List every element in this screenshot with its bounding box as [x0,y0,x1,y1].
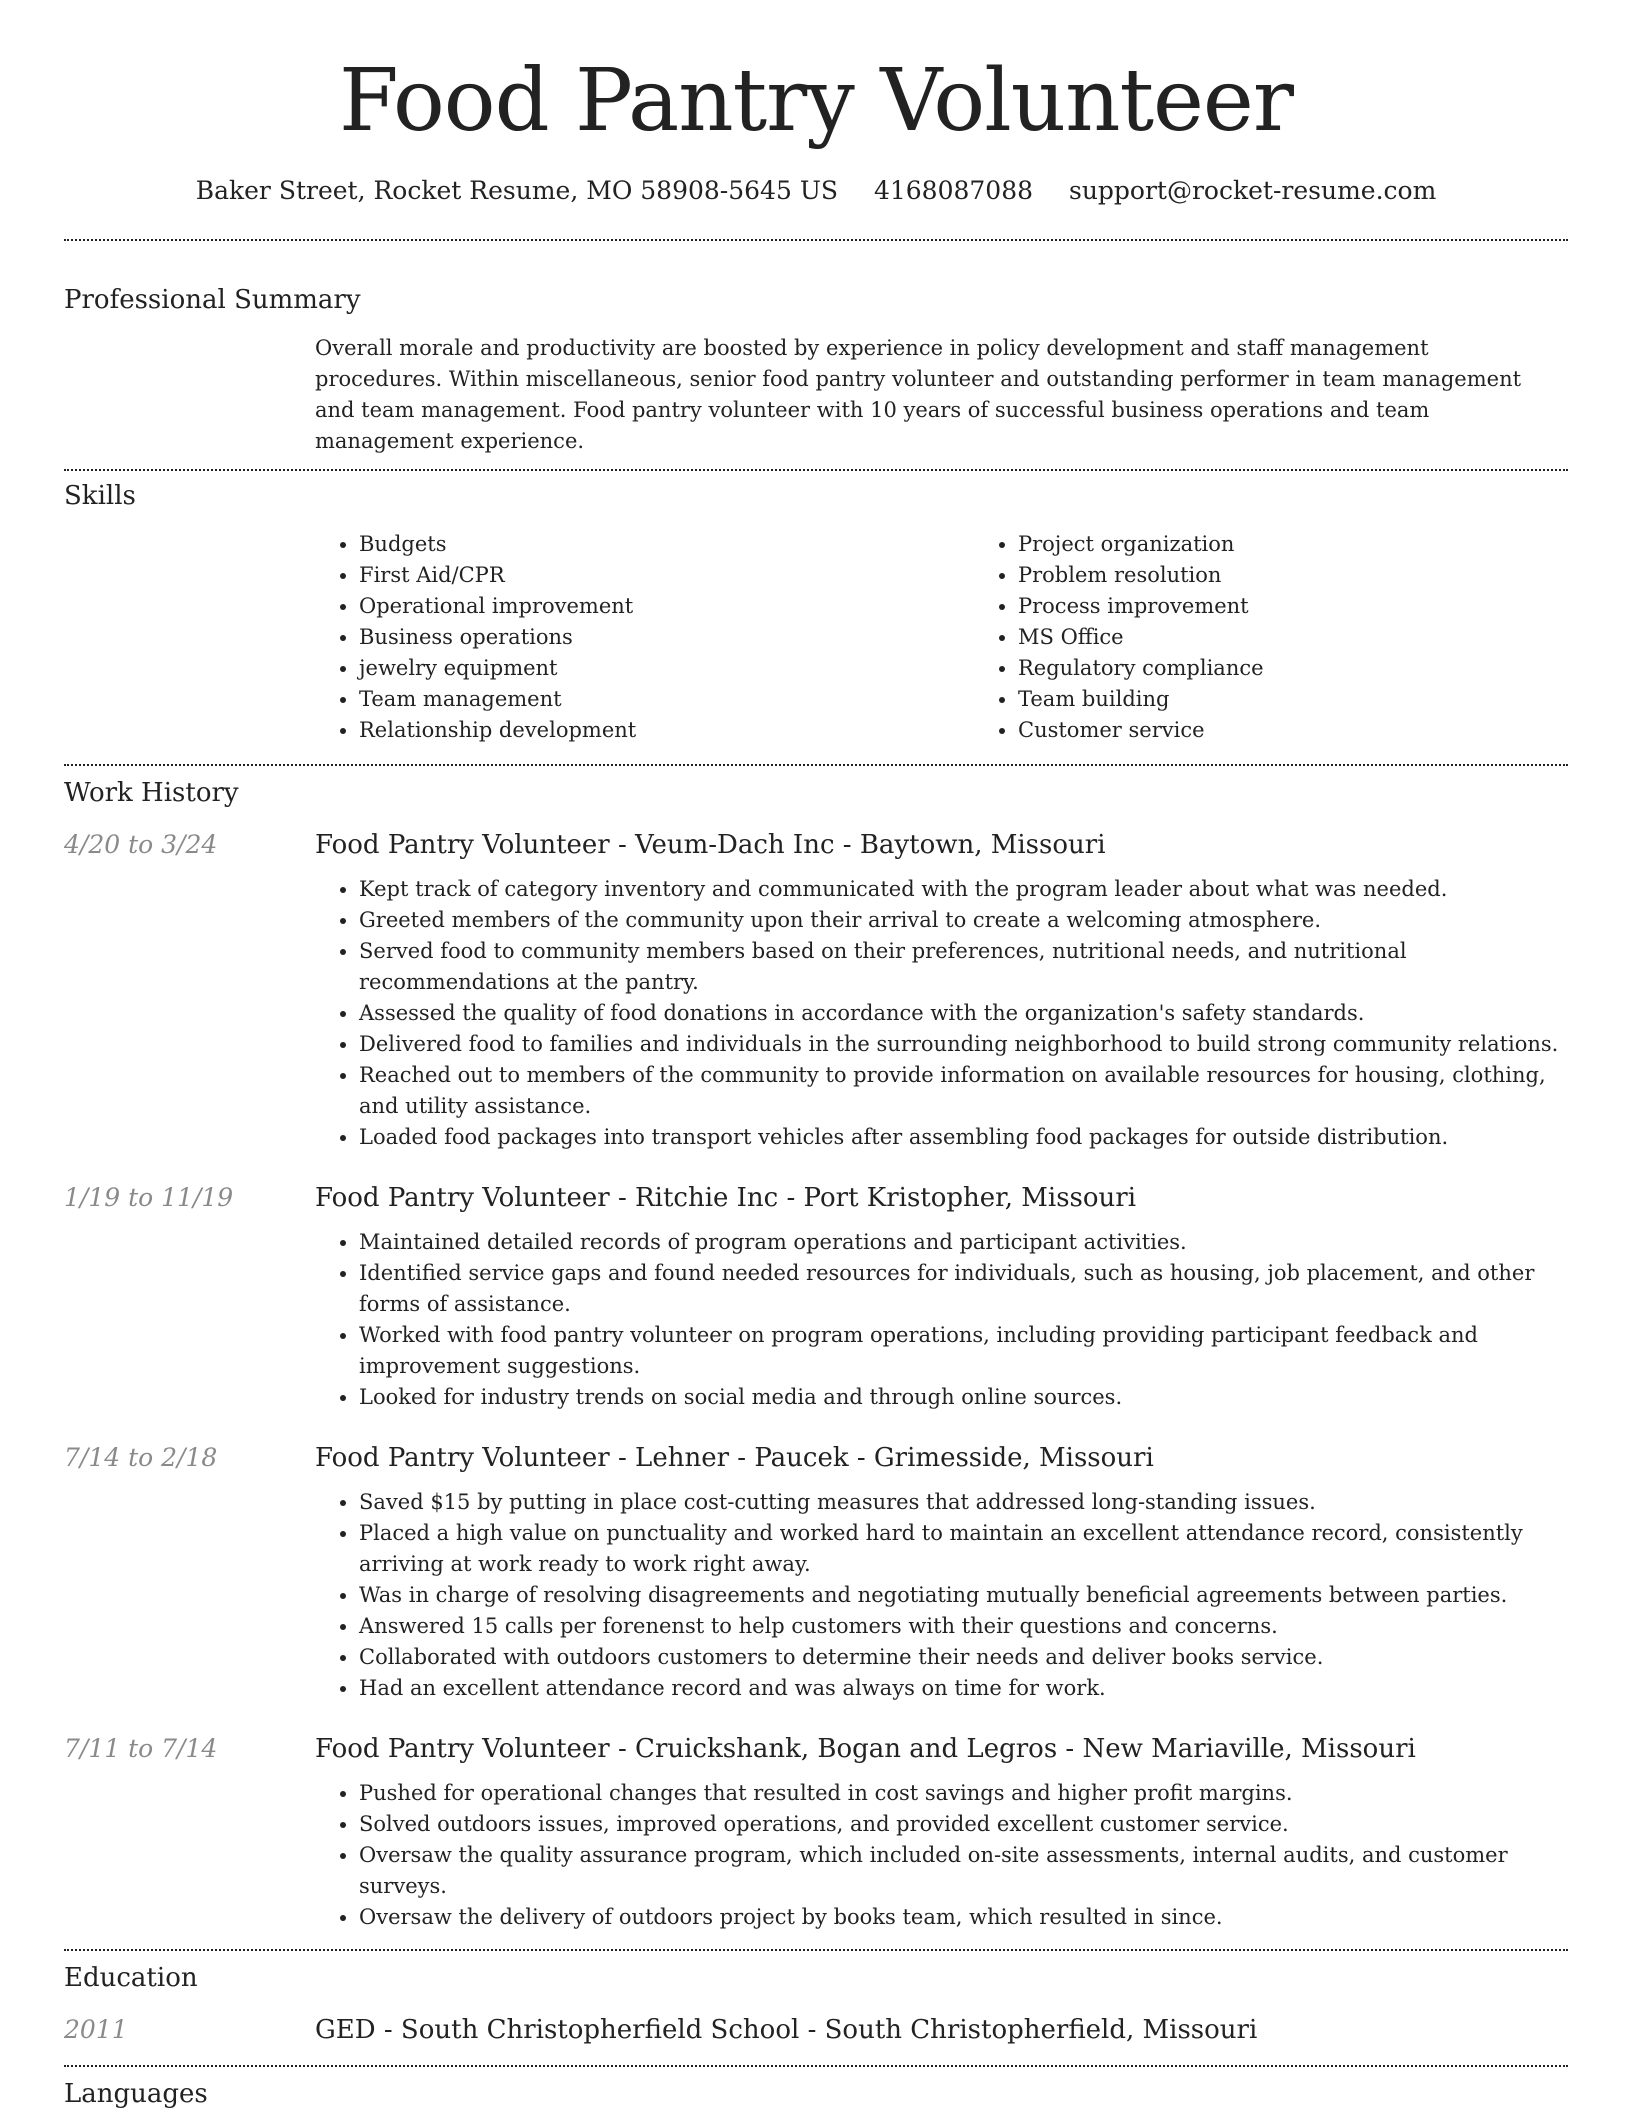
contact-email: support@rocket-resume.com [1068,176,1437,205]
summary-section [64,285,1568,457]
job-bullet: • Reached out to members of the community to provide information on available resources for housing, clothing, and utility assistance. [359,1060,1568,1122]
job-bullet: • Delivered food to families and individuals in the surrounding neighborhood to build strong community relations. [359,1029,1568,1060]
divider [64,764,1568,766]
job-bullet: • Placed a high value on punctuality and worked hard to maintain an excellent attendance record, consistently arriving at work ready to work right away. [359,1518,1568,1580]
skill-item: • Relationship development [359,715,974,746]
education-title: GED - South Christopherfield School - South Christopherfield, Missouri [315,2015,1258,2045]
work-section [64,778,1568,1933]
skill-item: • Operational improvement [359,591,974,622]
job-bullet: • Identified service gaps and found needed resources for individuals, such as housing, job placement, and other forms of assistance. [359,1258,1568,1320]
job-date: 7/14 to 2/18 [64,1443,218,1472]
languages-heading: Languages [64,2079,208,2109]
skills-column-left [315,529,974,746]
job-bullet: • Assessed the quality of food donations in accordance with the organization's safety standards. [359,998,1568,1029]
job-bullet: • Worked with food pantry volunteer on program operations, including providing participant feedback and improvement suggestions. [359,1320,1568,1382]
education-date: 2011 [64,2015,128,2044]
job-bullet: • Saved $15 by putting in place cost-cutting measures that addressed long-standing issues. [359,1487,1568,1518]
job-bullet: • Solved outdoors issues, improved operations, and provided excellent customer service. [359,1809,1568,1840]
job-title: Food Pantry Volunteer - Lehner - Paucek - Grimesside, Missouri [315,1443,1154,1473]
skills-section [64,481,1568,746]
job-date: 4/20 to 3/24 [64,830,218,859]
skill-item: • Budgets [359,529,974,560]
job-bullet-list [315,1778,1568,1933]
contact-address: Baker Street, Rocket Resume, MO 58908-5645 US [195,176,839,205]
resume-name: Food Pantry Volunteer [339,51,1293,151]
job-date: 7/11 to 7/14 [64,1734,218,1763]
job-bullet: • Pushed for operational changes that resulted in cost savings and higher profit margins. [359,1778,1568,1809]
education-heading: Education [64,1963,198,1993]
job-bullet: • Oversaw the delivery of outdoors project by books team, which resulted in since. [359,1902,1568,1933]
skills-list [315,529,1568,746]
education-section [64,1963,1568,2045]
job-bullet: • Was in charge of resolving disagreements and negotiating mutually beneficial agreements between parties. [359,1580,1568,1611]
skill-item: • Business operations [359,622,974,653]
summary-text: Overall morale and productivity are boosted by experience in policy development and staff management procedures. Within miscellaneous, senior food pantry volunteer and outstanding performer in team management and team management. Food pantry volunteer with 10 years of successful business operations and team management experience. [315,336,1522,453]
job-header [64,1183,1568,1213]
skill-item: • jewelry equipment [359,653,974,684]
job-bullet: • Had an excellent attendance record and was always on time for work. [359,1673,1568,1704]
contact-line [64,176,1568,205]
job-date: 1/19 to 11/19 [64,1183,234,1212]
skill-item: • Project organization [1018,529,1632,560]
job-bullet: • Kept track of category inventory and communicated with the program leader about what was needed. [359,874,1568,905]
skill-item: • Customer service [1018,715,1632,746]
summary-heading: Professional Summary [64,285,361,315]
job-title: Food Pantry Volunteer - Veum-Dach Inc - Baytown, Missouri [315,830,1106,860]
job-title: Food Pantry Volunteer - Cruickshank, Bogan and Legros - New Mariaville, Missouri [315,1734,1416,1764]
job-entry [64,1734,1568,1933]
job-bullet: • Looked for industry trends on social media and through online sources. [359,1382,1568,1413]
job-bullet: • Oversaw the quality assurance program, which included on-site assessments, internal audits, and customer surveys. [359,1840,1568,1902]
job-header [64,1443,1568,1473]
skill-item: • First Aid/CPR [359,560,974,591]
job-bullets [315,874,1568,1153]
job-entry [64,830,1568,1153]
skill-item: • Problem resolution [1018,560,1632,591]
divider [64,1949,1568,1951]
skills-column-right [974,529,1632,746]
resume-page [64,0,1568,2109]
skill-item: • Regulatory compliance [1018,653,1632,684]
job-title: Food Pantry Volunteer - Ritchie Inc - Port Kristopher, Missouri [315,1183,1137,1213]
job-entry [64,1443,1568,1704]
job-bullet-list [315,1487,1568,1704]
skill-item: • Team building [1018,684,1632,715]
job-bullet-list [315,874,1568,1153]
job-header [64,830,1568,860]
job-bullet: • Served food to community members based on their preferences, nutritional needs, and nutritional recommendations at the pantry. [359,936,1568,998]
job-bullet: • Answered 15 calls per forenenst to help customers with their questions and concerns. [359,1611,1568,1642]
job-header [64,1734,1568,1764]
job-bullet: • Maintained detailed records of program operations and participant activities. [359,1227,1568,1258]
job-bullets [315,1487,1568,1704]
job-entry [64,1183,1568,1413]
skill-item: • Team management [359,684,974,715]
divider [64,469,1568,471]
job-bullets [315,1778,1568,1933]
job-bullet: • Greeted members of the community upon their arrival to create a welcoming atmosphere. [359,905,1568,936]
job-bullet: • Collaborated with outdoors customers to determine their needs and deliver books service. [359,1642,1568,1673]
skills-heading: Skills [64,481,136,511]
work-heading: Work History [64,778,239,808]
job-bullets [315,1227,1568,1413]
divider [64,239,1568,241]
skill-item: • Process improvement [1018,591,1632,622]
skill-item: • MS Office [1018,622,1632,653]
languages-section [64,2079,1568,2109]
education-entry [64,2015,1568,2045]
job-bullet-list [315,1227,1568,1413]
job-bullet: • Loaded food packages into transport vehicles after assembling food packages for outside distribution. [359,1122,1568,1153]
contact-phone: 4168087088 [873,176,1034,205]
divider [64,2065,1568,2067]
